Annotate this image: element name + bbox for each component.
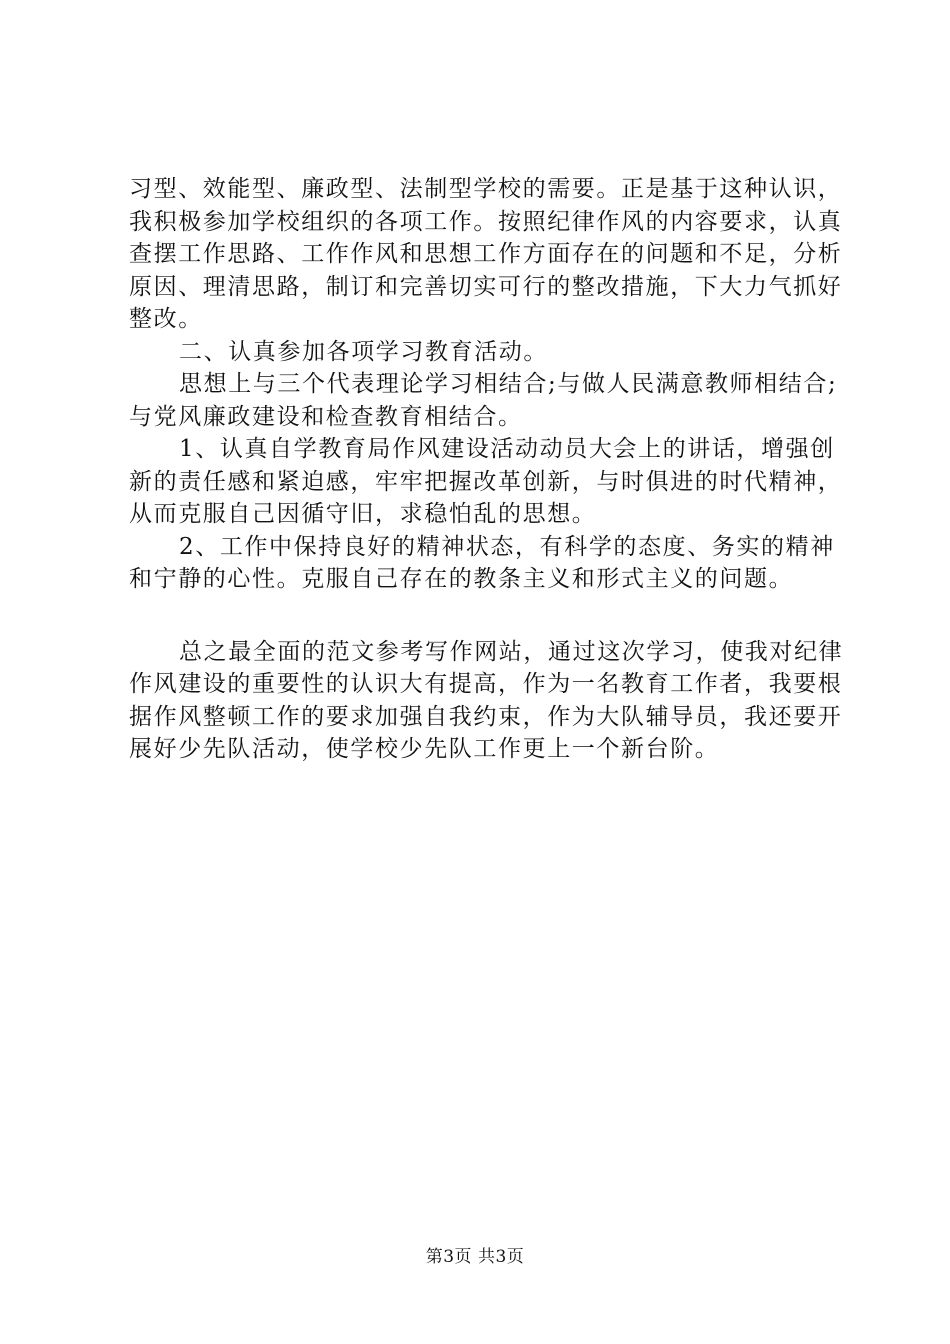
- paragraph-continuation: 习型、效能型、廉政型、法制型学校的需要。正是基于这种认识，我积极参加学校组织的各项工作。按照纪律作风的内容要求，认真查摆工作思路、工作作风和思想工作方面存在的问题和不足，分析原因、理清思路，制订和完善切实可行的整改措施，下大力气抓好整改。: [129, 176, 843, 332]
- page-number-footer: 第3页 共3页: [425, 1247, 525, 1267]
- paragraph-gap: [129, 596, 849, 636]
- paragraph-ideology: 思想上与三个代表理论学习相结合;与做人民满意教师相结合;与党风廉政建设和检查教育相结合。: [129, 371, 838, 430]
- paragraph-conclusion: 总之最全面的范文参考写作网站，通过这次学习，使我对纪律作风建设的重要性的认识大有提高，作为一名教育工作者，我要根据作风整顿工作的要求加强自我约束，作为大队辅导员，我还要开展好少先队活动，使学校少先队工作更上一个新台阶。: [129, 638, 844, 762]
- paragraph-item-1: 1、认真自学教育局作风建设活动动员大会上的讲话，增强创新的责任感和紧迫感，牢牢把握改革创新，与时俱进的时代精神，从而克服自己因循守旧，求稳怕乱的思想。: [129, 436, 843, 527]
- paragraph-item-2: 2、工作中保持良好的精神状态，有科学的态度、务实的精神和宁静的心性。克服自己存在的教条主义和形式主义的问题。: [129, 533, 835, 592]
- document-body: [129, 173, 849, 766]
- section-heading: 二、认真参加各项学习教育活动。: [179, 338, 548, 365]
